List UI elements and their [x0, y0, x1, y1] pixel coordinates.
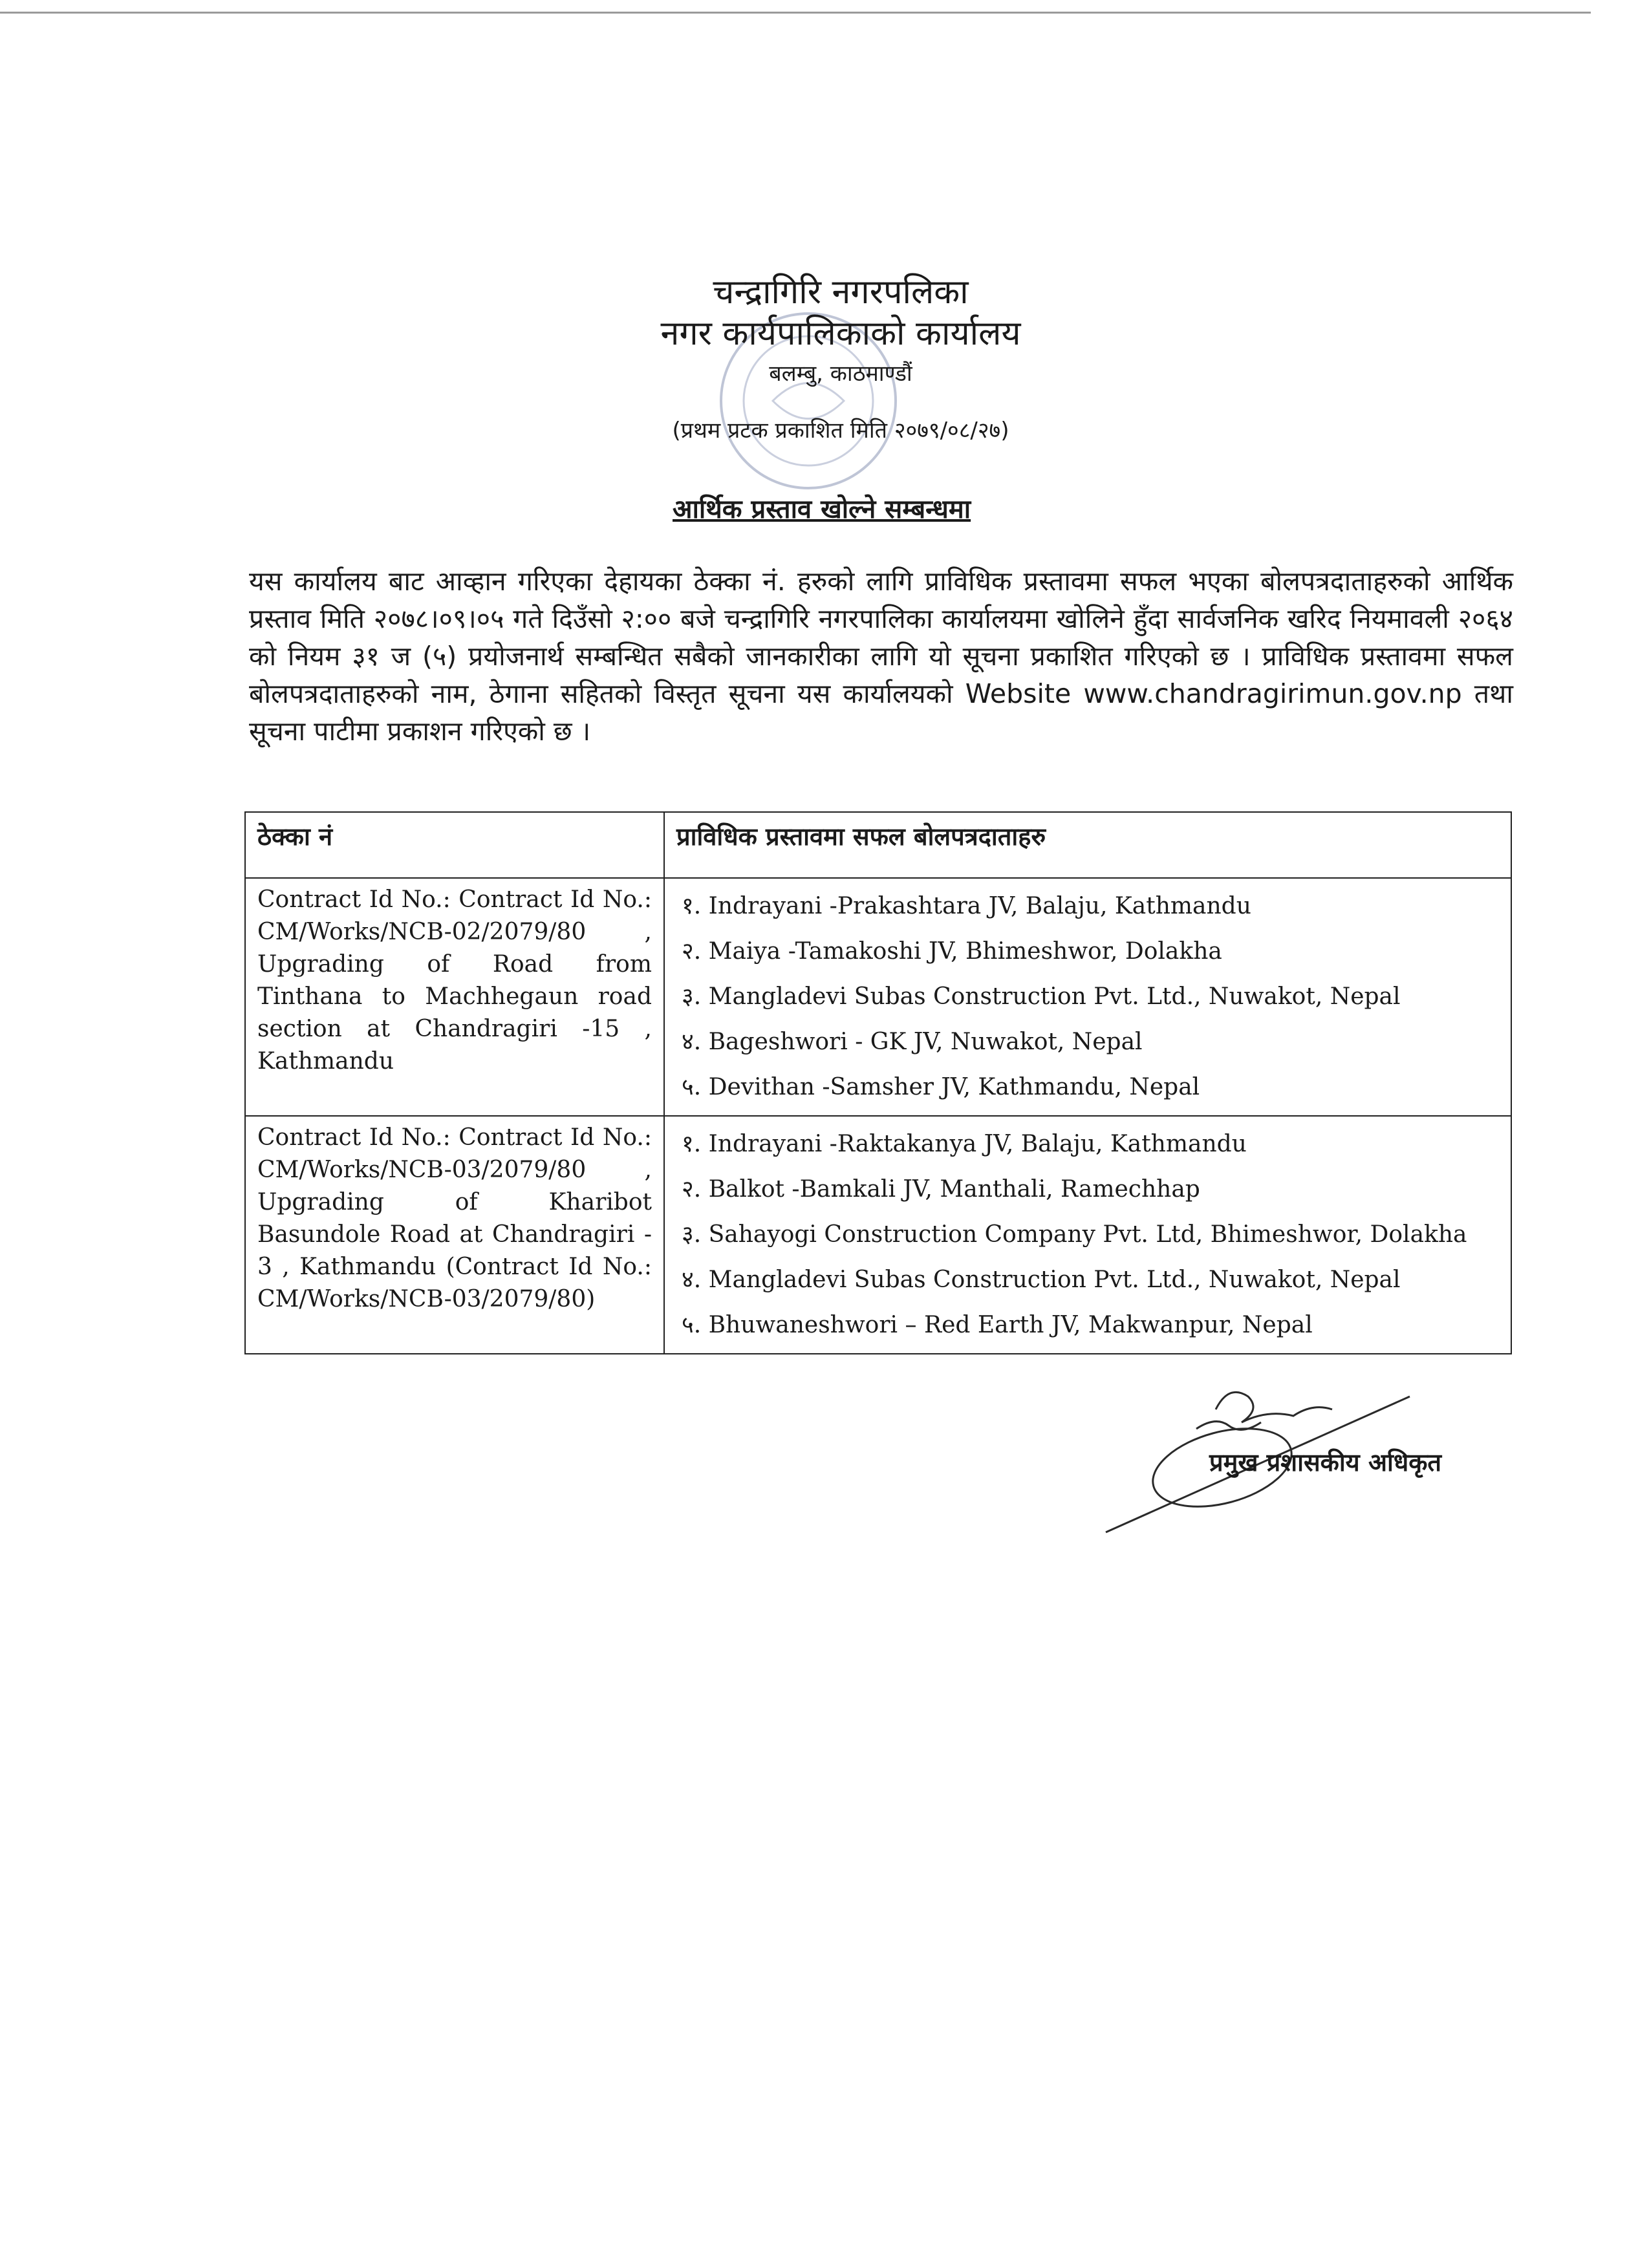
letterhead [582, 272, 1099, 447]
bidder-item: ३. Mangladevi Subas Construction Pvt. Ltd., Nuwakot, Nepal [682, 983, 1401, 1010]
bidders-cell [664, 1116, 1511, 1354]
signatory-title: प्रमुख प्रशासकीय अधिकृत [1209, 1448, 1442, 1477]
contract-column-header: ठेक्का नं [245, 812, 664, 878]
bidder-item: ४. Bageshwori - GK JV, Nuwakot, Nepal [682, 1029, 1143, 1055]
contract-cell: Contract Id No.: Contract Id No.: CM/Works/NCB-02/2079/80 , Upgrading of Road from Tinthana to Machhegaun road section at Chandragiri -15 , Kathmandu [245, 878, 664, 1116]
notice-body: यस कार्यालय बाट आव्हान गरिएका देहायका ठेक्का नं. हरुको लागि प्राविधिक प्रस्तावमा सफल भएका बोलपत्रदाताहरुको आर्थिक प्रस्ताव मिति २०७८।०९।०५ गते दिउँसो २:०० बजे चन्द्रागिरि नगरपालिका कार्यालयमा खोलिने हुँदा सार्वजनिक खरिद नियमावली २०६४ को नियम ३१ ज (५) प्रयोजनार्थ सम्बन्धित सबैको जानकारीका लागि यो सूचना प्रकाशित गरिएको छ । प्राविधिक प्रस्तावमा सफल बोलपत्रदाताहरुको नाम, ठेगाना सहितको विस्तृत सूचना यस कार्यालयको Website www.chandragirimun.gov.np तथा सूचना पाटीमा प्रकाशन गरिएको छ । [249, 566, 1513, 747]
bidder-item: २. Maiya -Tamakoshi JV, Bhimeshwor, Dolakha [682, 938, 1222, 965]
bidder-item: १. Indrayani -Prakashtara JV, Balaju, Kathmandu [682, 893, 1251, 919]
tender-table [244, 811, 1512, 1354]
office-address: बलम्बु, काठमाण्डौं [769, 361, 912, 387]
bidder-item: ५. Devithan -Samsher JV, Kathmandu, Nepal [682, 1074, 1200, 1100]
bidder-item: ४. Mangladevi Subas Construction Pvt. Ltd., Nuwakot, Nepal [682, 1267, 1401, 1293]
bidders-cell [664, 878, 1511, 1116]
bidder-item: १. Indrayani -Raktakanya JV, Balaju, Kathmandu [682, 1131, 1247, 1157]
bidder-item: ३. Sahayogi Construction Company Pvt. Ltd, Bhimeshwor, Dolakha [682, 1221, 1467, 1248]
office-name: नगर कार्यपालिकाको कार्यालय [660, 314, 1021, 353]
first-published-date: (प्रथम प्रटक प्रकाशित मिति २०७९/०८/२७) [672, 418, 1009, 444]
top-border-line [0, 12, 1591, 14]
bidders-column-header: प्राविधिक प्रस्तावमा सफल बोलपत्रदाताहरु [664, 812, 1511, 878]
bidder-item: २. Balkot -Bamkali JV, Manthali, Ramechhap [682, 1176, 1200, 1203]
municipality-name: चन्द्रागिरि नगरपलिका [713, 273, 969, 312]
contract-cell: Contract Id No.: Contract Id No.: CM/Works/NCB-03/2079/80 , Upgrading of Kharibot Basundole Road at Chandragiri - 3 , Kathmandu (Contract Id No.: CM/Works/NCB-03/2079/80) [245, 1116, 664, 1354]
table-row [245, 1116, 1511, 1354]
table-row [245, 878, 1511, 1116]
table-header-row [245, 812, 1511, 878]
notice-subject: आर्थिक प्रस्ताव खोल्ने सम्बन्धमा [673, 495, 971, 524]
bidder-item: ५. Bhuwaneshwori – Red Earth JV, Makwanpur, Nepal [682, 1312, 1313, 1338]
